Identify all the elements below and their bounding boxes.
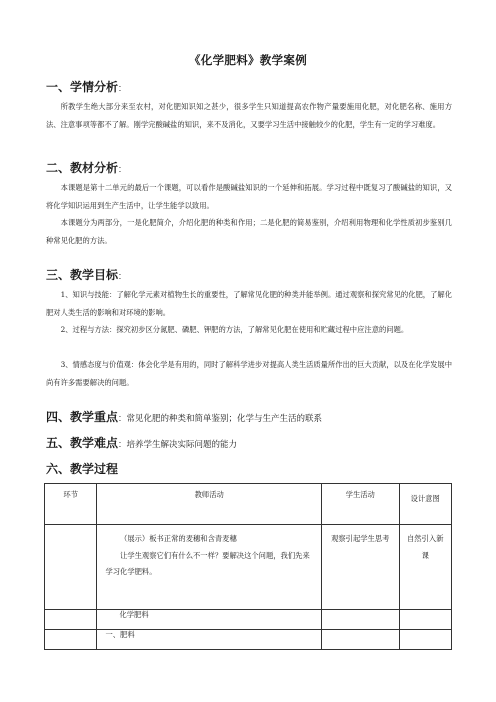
table-header-row <box>45 484 452 525</box>
heading-colon: ： <box>118 84 127 94</box>
key-point-text: 常见化肥的种类和简单鉴别；化学与生产生活的联系 <box>126 414 323 424</box>
heading-text: 六、教学过程 <box>46 462 119 476</box>
section-heading-5 <box>46 434 237 451</box>
heading-colon: ： <box>118 165 127 175</box>
section-heading-2 <box>46 159 127 176</box>
stage-cell <box>45 525 97 610</box>
table-row <box>45 630 452 650</box>
student-activity-cell <box>322 630 400 650</box>
heading-colon: ： <box>118 272 127 282</box>
table-row <box>45 525 452 610</box>
section-2-paragraph-2: 本课题分为两部分，一是化肥简介，介绍化肥的种类和作用；二是化肥的简易鉴别，介绍利用物理和化学性质初步鉴别几种常见化肥的方法。 <box>46 218 452 245</box>
section-heading-3 <box>46 266 127 283</box>
heading-colon: ： <box>118 414 127 424</box>
teacher-activity-cell: 一、肥料 <box>97 630 322 650</box>
section-1-paragraph: 所教学生绝大部分来至农村，对化肥知识知之甚少，很多学生只知道提高农作物产量要施用化肥，对化肥名称、施用方法、注意事项等都不了解。刚学完酸碱盐的知识，来不及消化，又要学习生活中接触较少的化肥，学生有一定的学习难度。 <box>46 102 452 129</box>
header-design-intent: 设计意图 <box>399 484 451 525</box>
heading-colon: ： <box>118 440 127 450</box>
design-intent-cell <box>399 610 451 630</box>
document-title: 《化学肥料》教学案例 <box>189 53 307 67</box>
heading-text: 五、教学难点 <box>46 436 119 450</box>
heading-text: 三、教学目标 <box>46 268 119 282</box>
difficulty-text: 培养学生解决实际问题的能力 <box>126 440 238 450</box>
teacher-line: 让学生观察它们有什么不一样？要解决这个问题，我们先来学习化学肥料。 <box>105 550 310 576</box>
teaching-process-table <box>44 483 452 650</box>
student-activity-cell: 观察引起学生思考 <box>322 525 400 610</box>
design-intent-cell <box>399 630 451 650</box>
header-teacher-activity: 教师活动 <box>97 484 322 525</box>
stage-cell <box>45 630 97 650</box>
section-3-paragraph-2: 2、过程与方法：探究初步区分氮肥、磷肥、钾肥的方法，了解常见化肥在使用和贮藏过程中应注意的问题。 <box>60 325 409 334</box>
table-row <box>45 610 452 630</box>
design-intent-cell: 自然引入新课 <box>399 525 451 610</box>
section-2-paragraph-1: 本课题是第十二单元的最后一个课题，可以看作是酸碱盐知识的一个延伸和拓展。学习过程中既复习了酸碱盐的知识，又将化学知识运用到生产生活中，让学生能学以致用。 <box>46 183 452 210</box>
stage-cell <box>45 610 97 630</box>
header-student-activity: 学生活动 <box>322 484 400 525</box>
section-3-paragraph-3: 3、情感态度与价值观：体会化学是有用的，同时了解科学进步对提高人类生活质量所作出的巨大贡献，以及在化学发展中尚有许多需要解决的问题。 <box>46 360 452 387</box>
heading-text: 四、教学重点 <box>46 410 119 424</box>
header-stage: 环节 <box>45 484 97 525</box>
heading-text: 二、教材分析 <box>46 161 119 175</box>
heading-text: 一、学情分析 <box>46 80 119 94</box>
section-heading-4 <box>46 408 322 425</box>
teacher-line: （展示）板书正常的麦穗和含青麦穗 <box>120 534 237 543</box>
student-activity-cell <box>322 610 400 630</box>
section-heading-1 <box>46 78 127 95</box>
teacher-activity-cell: 化学肥料 <box>97 610 322 630</box>
section-heading-6 <box>46 460 118 477</box>
teacher-activity-cell <box>97 525 322 610</box>
section-3-paragraph-1: 1、知识与技能：了解化学元素对植物生长的重要性，了解常见化肥的种类并能举例。通过观察和探究常见的化肥，了解化肥对人类生活的影响和对环境的影响。 <box>46 290 452 317</box>
